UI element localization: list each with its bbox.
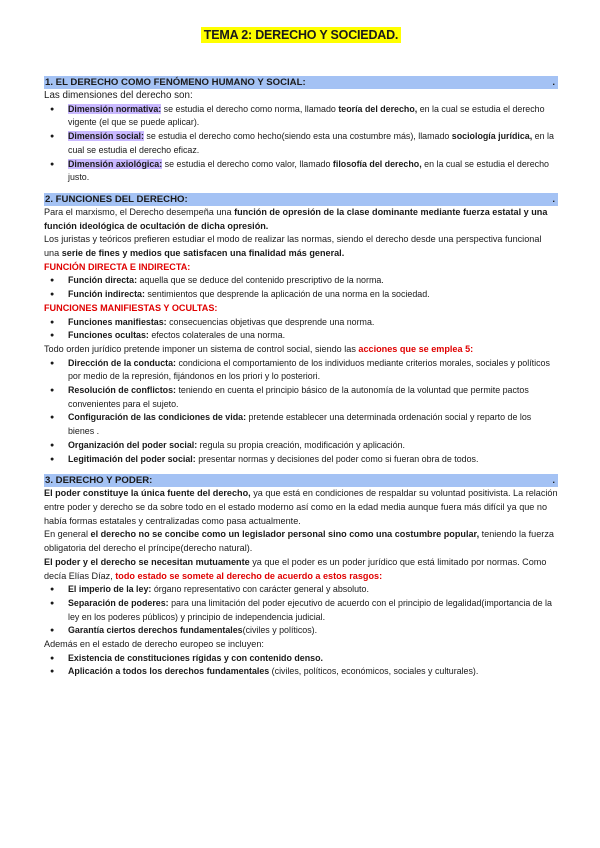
list-item-text: regula su propia creación, modificación y aplicación. [197,439,405,450]
list-item [44,103,558,130]
list-item-text: órgano representativo con carácter general y absoluto. [151,584,369,595]
list-item-bold: teoría del derecho, [338,103,418,114]
list-item [44,597,558,624]
list-item-label: Aplicación a todos los derechos fundamentales [68,666,270,677]
list-item [44,665,558,679]
paragraph-red: todo estado se somete al derecho de acuerdo a estos rasgos: [115,570,383,581]
list-item-label: Garantía ciertos derechos fundamentales [68,625,243,636]
section-1-heading-dot: . [552,77,555,88]
paragraph-bold: función de opresión de la clase dominante mediante fuerza estatal y una función ideológica de ocultación de dicha opresión. [44,206,548,231]
section-2-heading [44,193,558,206]
paragraph-text: teniendo la fuerza obligatoria del derecho el príncipe(derecho natural). [44,529,554,554]
dimension-axiologica-label: Dimensión axiológica: [68,158,163,169]
paragraph-text: Los juristas y teóricos prefieren estudiar el modo de realizar las normas, siendo el derecho desde una perspectiva funcional una [44,234,542,259]
list-item-label: Funciones manifiestas: [68,316,167,327]
list-item-text: se estudia el derecho como norma, llamado [161,103,339,114]
control-social-paragraph [44,343,558,357]
paragraph-text: ya que está en condiciones de respaldar su voluntad positivista. [250,488,511,499]
custom-paragraph [44,528,558,555]
list-item-text: en la cual se estudia el derecho eficaz. [68,131,554,155]
list-item-text: (civiles, políticos, económicos, sociales y culturales). [269,666,479,677]
list-item-label: Función directa: [68,275,138,286]
european-list [44,652,558,679]
list-item-text: sentimientos que desprende la aplicación de una norma en la sociedad. [144,289,430,300]
subheading-manifest-hidden: FUNCIONES MANIFIESTAS Y OCULTAS: [44,302,218,313]
list-item-label: El imperio de la ley: [68,584,152,595]
list-item-text: teniendo en cuenta el principio básico de la autonomía de la voluntad que permite pactos convenientes para el sujeto. [68,385,529,409]
list-item-text: consecuencias objetivas que desprende una norma. [166,316,375,327]
list-item-label: Legitimación del poder social: [68,453,196,464]
list-item-label: Funciones ocultas: [68,330,149,341]
list-item-text: condiciona el comportamiento de los individuos mediante criterios morales, sociales y políticos por medio de la represión, fijándonos en los priori y lo posteriori. [68,357,550,382]
paragraph-bold: El poder constituye la única fuente del derecho, [44,488,251,499]
list-item-label: Resolución de conflictos: [68,385,176,396]
list-item-label: Función indirecta: [68,289,145,300]
list-item-text: pretende establecer una determinada ordenación social y reparto de los bienes . [68,412,532,437]
paragraph-text: ya que el poder es un poder jurídico que está limitado por normas. Como decía Elías Díaz, [44,556,547,581]
title-wrap [44,26,558,44]
section-3-heading-text: 3. DERECHO Y PODER: [45,475,153,487]
section-2-heading-dot: . [552,193,555,205]
paragraph-bold: el derecho no se concibe como un legislador personal sino como una costumbre popular, [90,529,480,540]
document-page [44,26,558,679]
list-item [44,158,558,185]
paragraph-text: La relación entre poder y derecho se da sobre todo en el estado moderno así como en la edad media aunque fuera más difícil ya que no había formas estatales y centralizadas como pasa actualmente. [44,488,558,526]
paragraph-bold: serie de fines y medios que satisfacen una finalidad más general. [61,248,345,259]
document-title: TEMA 2: DERECHO Y SOCIEDAD. [201,27,401,43]
list-item [44,274,558,288]
list-item [44,384,558,411]
list-item-text: (civiles y políticos). [242,625,318,636]
list-item [44,439,558,453]
list-item-text: en la cual se estudia el derecho vigente (el que se puede aplicar). [68,103,545,128]
dimension-normativa-label: Dimensión normativa: [68,103,162,114]
list-item-bold: sociología jurídica, [451,131,533,142]
dimensions-list [44,103,558,185]
list-item [44,288,558,302]
list-item [44,624,558,638]
paragraph-text: Todo orden jurídico pretende imponer un sistema de control social, siendo las [44,343,359,354]
list-item-text: se estudia el derecho como valor, llamado [162,158,333,169]
section-3-heading-dot: . [552,475,555,487]
section-1-heading [44,76,558,89]
dimension-social-label: Dimensión social: [68,131,144,142]
list-item-bold: filosofía del derecho, [332,158,422,169]
list-item-text: se estudia el derecho como hecho(siendo esta una costumbre más), llamado [143,131,452,142]
subheading-direct-indirect: FUNCIÓN DIRECTA E INDIRECTA: [44,261,191,272]
list-item-label: Separación de poderes: [68,597,169,608]
section-1-heading-text: 1. EL DERECHO COMO FENÓMENO HUMANO Y SOCIAL: [45,77,306,88]
paragraph-text: En general [44,529,91,540]
list-item-text: en la cual se estudia el derecho justo. [68,158,549,183]
direct-indirect-list [44,274,558,301]
paragraph-text: Para el marxismo, el Derecho desempeña una [44,206,235,217]
actions-list [44,357,558,467]
section-3-heading [44,474,558,487]
list-item [44,316,558,330]
manifest-hidden-list [44,316,558,343]
european-paragraph: Además en el estado de derecho europeo se incluyen: [44,639,264,650]
list-item [44,329,558,343]
list-item [44,453,558,467]
list-item-text: para una limitación del poder ejecutivo de acuerdo con el principio de legalidad(importancia de la ley en los poderes públicos) y principio de independencia judicial. [68,597,552,622]
list-item-label: Existencia de constituciones rígidas y con contenido denso. [68,652,323,663]
list-item-label: Organización del poder social: [68,439,198,450]
marxism-paragraph [44,206,558,233]
traits-list [44,583,558,638]
list-item-label: Configuración de las condiciones de vida: [68,412,247,423]
power-source-paragraph [44,487,558,528]
section-1-intro: Las dimensiones del derecho son: [44,90,193,101]
list-item [44,652,558,666]
list-item-text: aquella que se deduce del contenido prescriptivo de la norma. [137,275,384,286]
list-item [44,130,558,157]
list-item [44,583,558,597]
paragraph-bold: El poder y el derecho se necesitan mutuamente [44,556,250,567]
list-item-label: Dirección de la conducta: [68,357,177,368]
jurists-paragraph [44,233,558,260]
section-2-heading-text: 2. FUNCIONES DEL DERECHO: [45,193,188,205]
mutual-need-paragraph [44,556,558,583]
list-item [44,357,558,384]
list-item-text: presentar normas y decisiones del poder como si fueran obra de todos. [195,453,479,464]
list-item-text: efectos colaterales de una norma. [148,330,286,341]
list-item [44,411,558,438]
paragraph-red: acciones que se emplea 5: [358,343,474,354]
